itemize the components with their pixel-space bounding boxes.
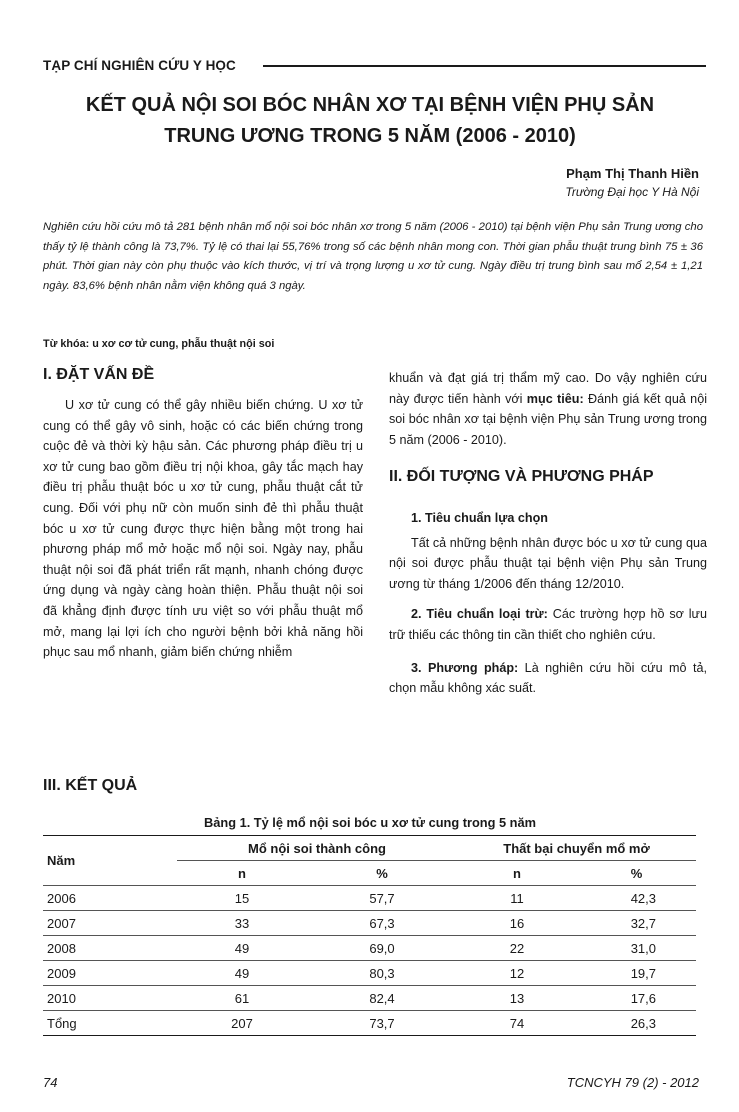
table-header-failure: Thất bại chuyển mổ mở xyxy=(457,836,696,861)
inclusion-text: Tất cả những bệnh nhân được bóc u xơ tử cung qua nội soi được phẫu thuật tại bệnh viện Phụ sản Trung ương từ tháng 1/2006 đến tháng 12/2010. xyxy=(389,535,707,591)
cell-failure-n: 11 xyxy=(457,886,577,911)
cell-year: 2008 xyxy=(43,936,177,961)
cell-year: Tổng xyxy=(43,1011,177,1036)
table-row xyxy=(43,986,696,1011)
section-heading-methods: II. ĐỐI TƯỢNG VÀ PHƯƠNG PHÁP xyxy=(389,468,654,485)
cell-failure-n: 16 xyxy=(457,911,577,936)
table-row-total xyxy=(43,1011,696,1036)
abstract: Nghiên cứu hồi cứu mô tả 281 bệnh nhân mổ nội soi bóc nhân xơ trong 5 năm (2006 - 2010) tại bệnh viện Phụ sản Trung ương cho thấy tỷ lệ thành công là 73,7%. Tỷ lệ có thai lại 55,76% trong số các bệnh nhân mong con. Thời gian phẫu thuật trung bình 75 ± 36 phút. Thời gian này còn phụ thuộc vào kích thước, vị trí và trọng lượng u xơ tử cung. Ngày điều trị trung bình sau mổ 2,54 ± 1,21 ngày. 83,6% bệnh nhân nằm viện không quá 3 ngày. xyxy=(43,221,703,292)
cell-year: 2009 xyxy=(43,961,177,986)
title-line-1: KẾT QUẢ NỘI SOI BÓC NHÂN XƠ TẠI BỆNH VIỆN PHỤ SẢN xyxy=(85,94,655,116)
journal-name: TẠP CHÍ NGHIÊN CỨU Y HỌC xyxy=(43,58,236,73)
table-subheader-pct: % xyxy=(630,865,643,881)
cell-year: 2010 xyxy=(43,986,177,1011)
table-subheader-n: n xyxy=(513,865,521,881)
cell-failure-pct: 19,7 xyxy=(577,961,696,986)
table-row xyxy=(43,911,696,936)
exclusion-text: Các trường hợp hồ sơ lưu trữ thiếu các thông tin cần thiết cho nghiên cứu. xyxy=(389,607,707,642)
table-row xyxy=(43,936,696,961)
author-name: Phạm Thị Thanh Hiền xyxy=(566,166,699,181)
cell-year: 2007 xyxy=(43,911,177,936)
article-title xyxy=(40,90,700,152)
cell-failure-n: 13 xyxy=(457,986,577,1011)
header-rule xyxy=(263,65,706,67)
table-row xyxy=(43,961,696,986)
section-heading-results: III. KẾT QUẢ xyxy=(43,777,138,794)
journal-citation: TCNCYH 79 (2) - 2012 xyxy=(566,1075,699,1090)
exclusion-title: 2. Tiêu chuẩn loại trừ: xyxy=(411,607,548,622)
objective-text-before: khuẩn và đạt giá trị thẩm mỹ cao. Do vậy nghiên cứu này được tiến hành với xyxy=(389,371,707,406)
cell-year: 2006 xyxy=(43,886,177,911)
objective-label: mục tiêu: xyxy=(526,391,584,406)
cell-failure-pct: 17,6 xyxy=(577,986,696,1011)
inclusion-title: 1. Tiêu chuẩn lựa chọn xyxy=(411,511,548,525)
cell-failure-pct: 31,0 xyxy=(577,936,696,961)
cell-success-pct: 80,3 xyxy=(307,961,457,986)
table-row xyxy=(43,886,696,911)
table-header-success: Mổ nội soi thành công xyxy=(177,836,457,861)
cell-failure-pct: 42,3 xyxy=(577,886,696,911)
cell-success-pct: 67,3 xyxy=(307,911,457,936)
objective-paragraph xyxy=(389,368,707,450)
introduction-paragraph: U xơ tử cung có thể gây nhiều biến chứng. U xơ tử cung có thể gây vô sinh, hoặc có các biến chứng trong cuộc đẻ và thời kỳ hậu sản. Các phương pháp điều trị u xơ tử cung bao gồm điều trị nội khoa, gây tắc mạch hay điều trị phẫu thuật bóc u xơ tử cung, phẫu thuật cắt tử cung. Đối với phụ nữ còn muốn sinh đẻ thì phẫu thuật bóc u xơ tử cung được thực hiện bằng một trong hai phương pháp mổ mở hoặc mổ nội soi. Ngày nay, phẫu thuật nội soi đã phát triển rất mạnh, nhanh chóng được ứng dụng và ngày càng hoàn thiện. Phẫu thuật nội soi đã khẳng định được tính ưu việt so với phẫu thuật mổ mở, mang lại lợi ích cho người bệnh bởi khả năng hồi phục sau mổ nhanh, giảm biến chứng nhiễm xyxy=(43,398,363,660)
objective-text-after: Đánh giá kết quả nội soi bóc nhân xơ tại bệnh viện Phụ sản Trung ương trong 5 năm (2006 - 2010). xyxy=(389,391,707,447)
cell-success-n: 207 xyxy=(177,1011,307,1036)
cell-success-pct: 73,7 xyxy=(307,1011,457,1036)
cell-success-n: 61 xyxy=(177,986,307,1011)
cell-failure-n: 22 xyxy=(457,936,577,961)
cell-failure-pct: 26,3 xyxy=(577,1011,696,1036)
cell-success-n: 49 xyxy=(177,936,307,961)
methods-text xyxy=(389,508,707,699)
section-heading-introduction: I. ĐẶT VẤN ĐỀ xyxy=(43,366,155,383)
author-affiliation: Trường Đại học Y Hà Nội xyxy=(565,185,699,199)
cell-success-n: 49 xyxy=(177,961,307,986)
table-caption: Bảng 1. Tỷ lệ mổ nội soi bóc u xơ tử cung trong 5 năm xyxy=(204,815,536,830)
cell-failure-pct: 32,7 xyxy=(577,911,696,936)
page-number: 74 xyxy=(43,1075,58,1090)
cell-failure-n: 12 xyxy=(457,961,577,986)
results-table xyxy=(43,835,696,1036)
exclusion-paragraph xyxy=(389,604,707,645)
introduction-text xyxy=(43,395,363,663)
cell-success-n: 33 xyxy=(177,911,307,936)
cell-success-pct: 69,0 xyxy=(307,936,457,961)
cell-failure-n: 74 xyxy=(457,1011,577,1036)
table-subheader-pct: % xyxy=(376,865,388,881)
cell-success-pct: 57,7 xyxy=(307,886,457,911)
method-text: Là nghiên cứu hồi cứu mô tả, chọn mẫu không xác suất. xyxy=(389,660,707,696)
title-line-2: TRUNG ƯƠNG TRONG 5 NĂM (2006 - 2010) xyxy=(164,125,576,147)
table-subheader-n: n xyxy=(238,865,246,881)
method-paragraph xyxy=(389,658,707,699)
introduction-continuation xyxy=(389,368,707,450)
method-title: 3. Phương pháp: xyxy=(411,660,519,675)
keywords: Từ khóa: u xơ cơ tử cung, phẫu thuật nội soi xyxy=(43,338,275,350)
table-header-year: Năm xyxy=(43,836,177,886)
cell-success-pct: 82,4 xyxy=(307,986,457,1011)
cell-success-n: 15 xyxy=(177,886,307,911)
